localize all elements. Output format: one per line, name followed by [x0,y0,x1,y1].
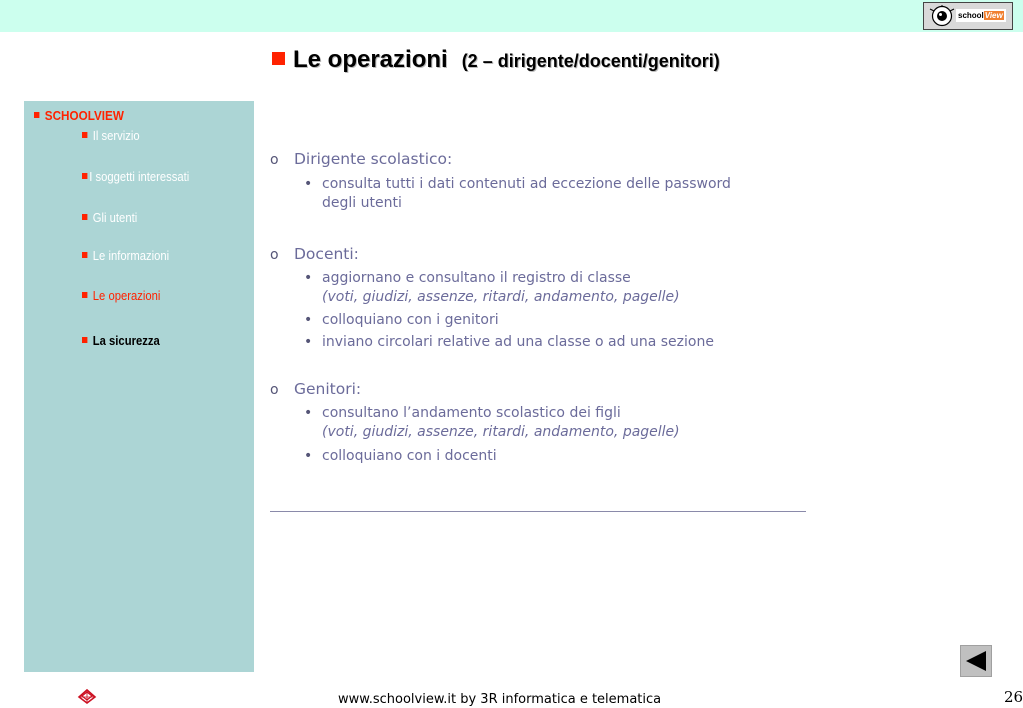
section-heading-dirigente: o Dirigente scolastico: [270,150,453,168]
schoolview-logo[interactable] [923,2,1013,30]
title-subtitle: (2 – dirigente/docenti/genitori) [461,51,720,71]
sidebar-item-informazioni[interactable]: Le informazioni [82,249,169,263]
sidebar-item-schoolview[interactable]: SCHOOLVIEW [34,108,124,123]
bullet-icon [82,337,87,343]
bullet-icon [82,132,87,138]
sidebar-item-operazioni[interactable]: Le operazioni [82,289,160,303]
section-heading-docenti: o Docenti: [270,245,359,263]
list-item: • consultano l’andamento scolastico dei figli (voti, giudizi, assenze, ritardi, andamento, pagelle) [304,405,680,440]
sidebar-item-servizio[interactable]: Il servizio [82,129,140,143]
logo-wordmark: schoolView [956,9,1006,22]
bullet-icon [82,173,87,179]
bullet-icon [82,292,87,298]
section-marker: o [270,247,279,263]
triangle-left-icon [964,650,988,672]
page-number: 26 [1004,688,1023,706]
bullet-icon [82,214,87,220]
section-marker: o [270,382,279,398]
sidebar-item-soggetti[interactable]: I soggetti interessati [82,170,189,184]
back-button[interactable] [960,645,992,677]
eye-icon [928,5,956,27]
list-item: • colloquiano con i docenti [304,448,497,464]
list-item: • aggiornano e consultano il registro di classe (voti, giudizi, assenze, ritardi, andamento, pagelle) [304,270,680,305]
content-divider [270,511,806,512]
bullet-icon [34,112,39,118]
footer-credit: www.schoolview.it by 3R informatica e telematica [338,692,662,707]
sidebar-nav [24,101,254,672]
list-item: • inviano circolari relative ad una classe o ad una sezione [304,334,714,350]
section-marker: o [270,152,279,168]
sidebar-item-sicurezza[interactable]: La sicurezza [82,334,160,348]
section-heading-genitori: o Genitori: [270,380,362,398]
list-item: • colloquiano con i genitori [304,312,499,328]
title-main: Le operazioni [293,46,448,73]
3r-logo-icon [76,687,98,705]
list-item: • consulta tutti i dati contenuti ad eccezione delle password degli utenti [304,176,731,211]
sidebar-item-utenti[interactable]: Gli utenti [82,211,137,225]
top-banner [0,0,1023,32]
bullet-icon [82,252,87,258]
title-bullet-icon [272,52,285,65]
page-title [272,46,720,74]
